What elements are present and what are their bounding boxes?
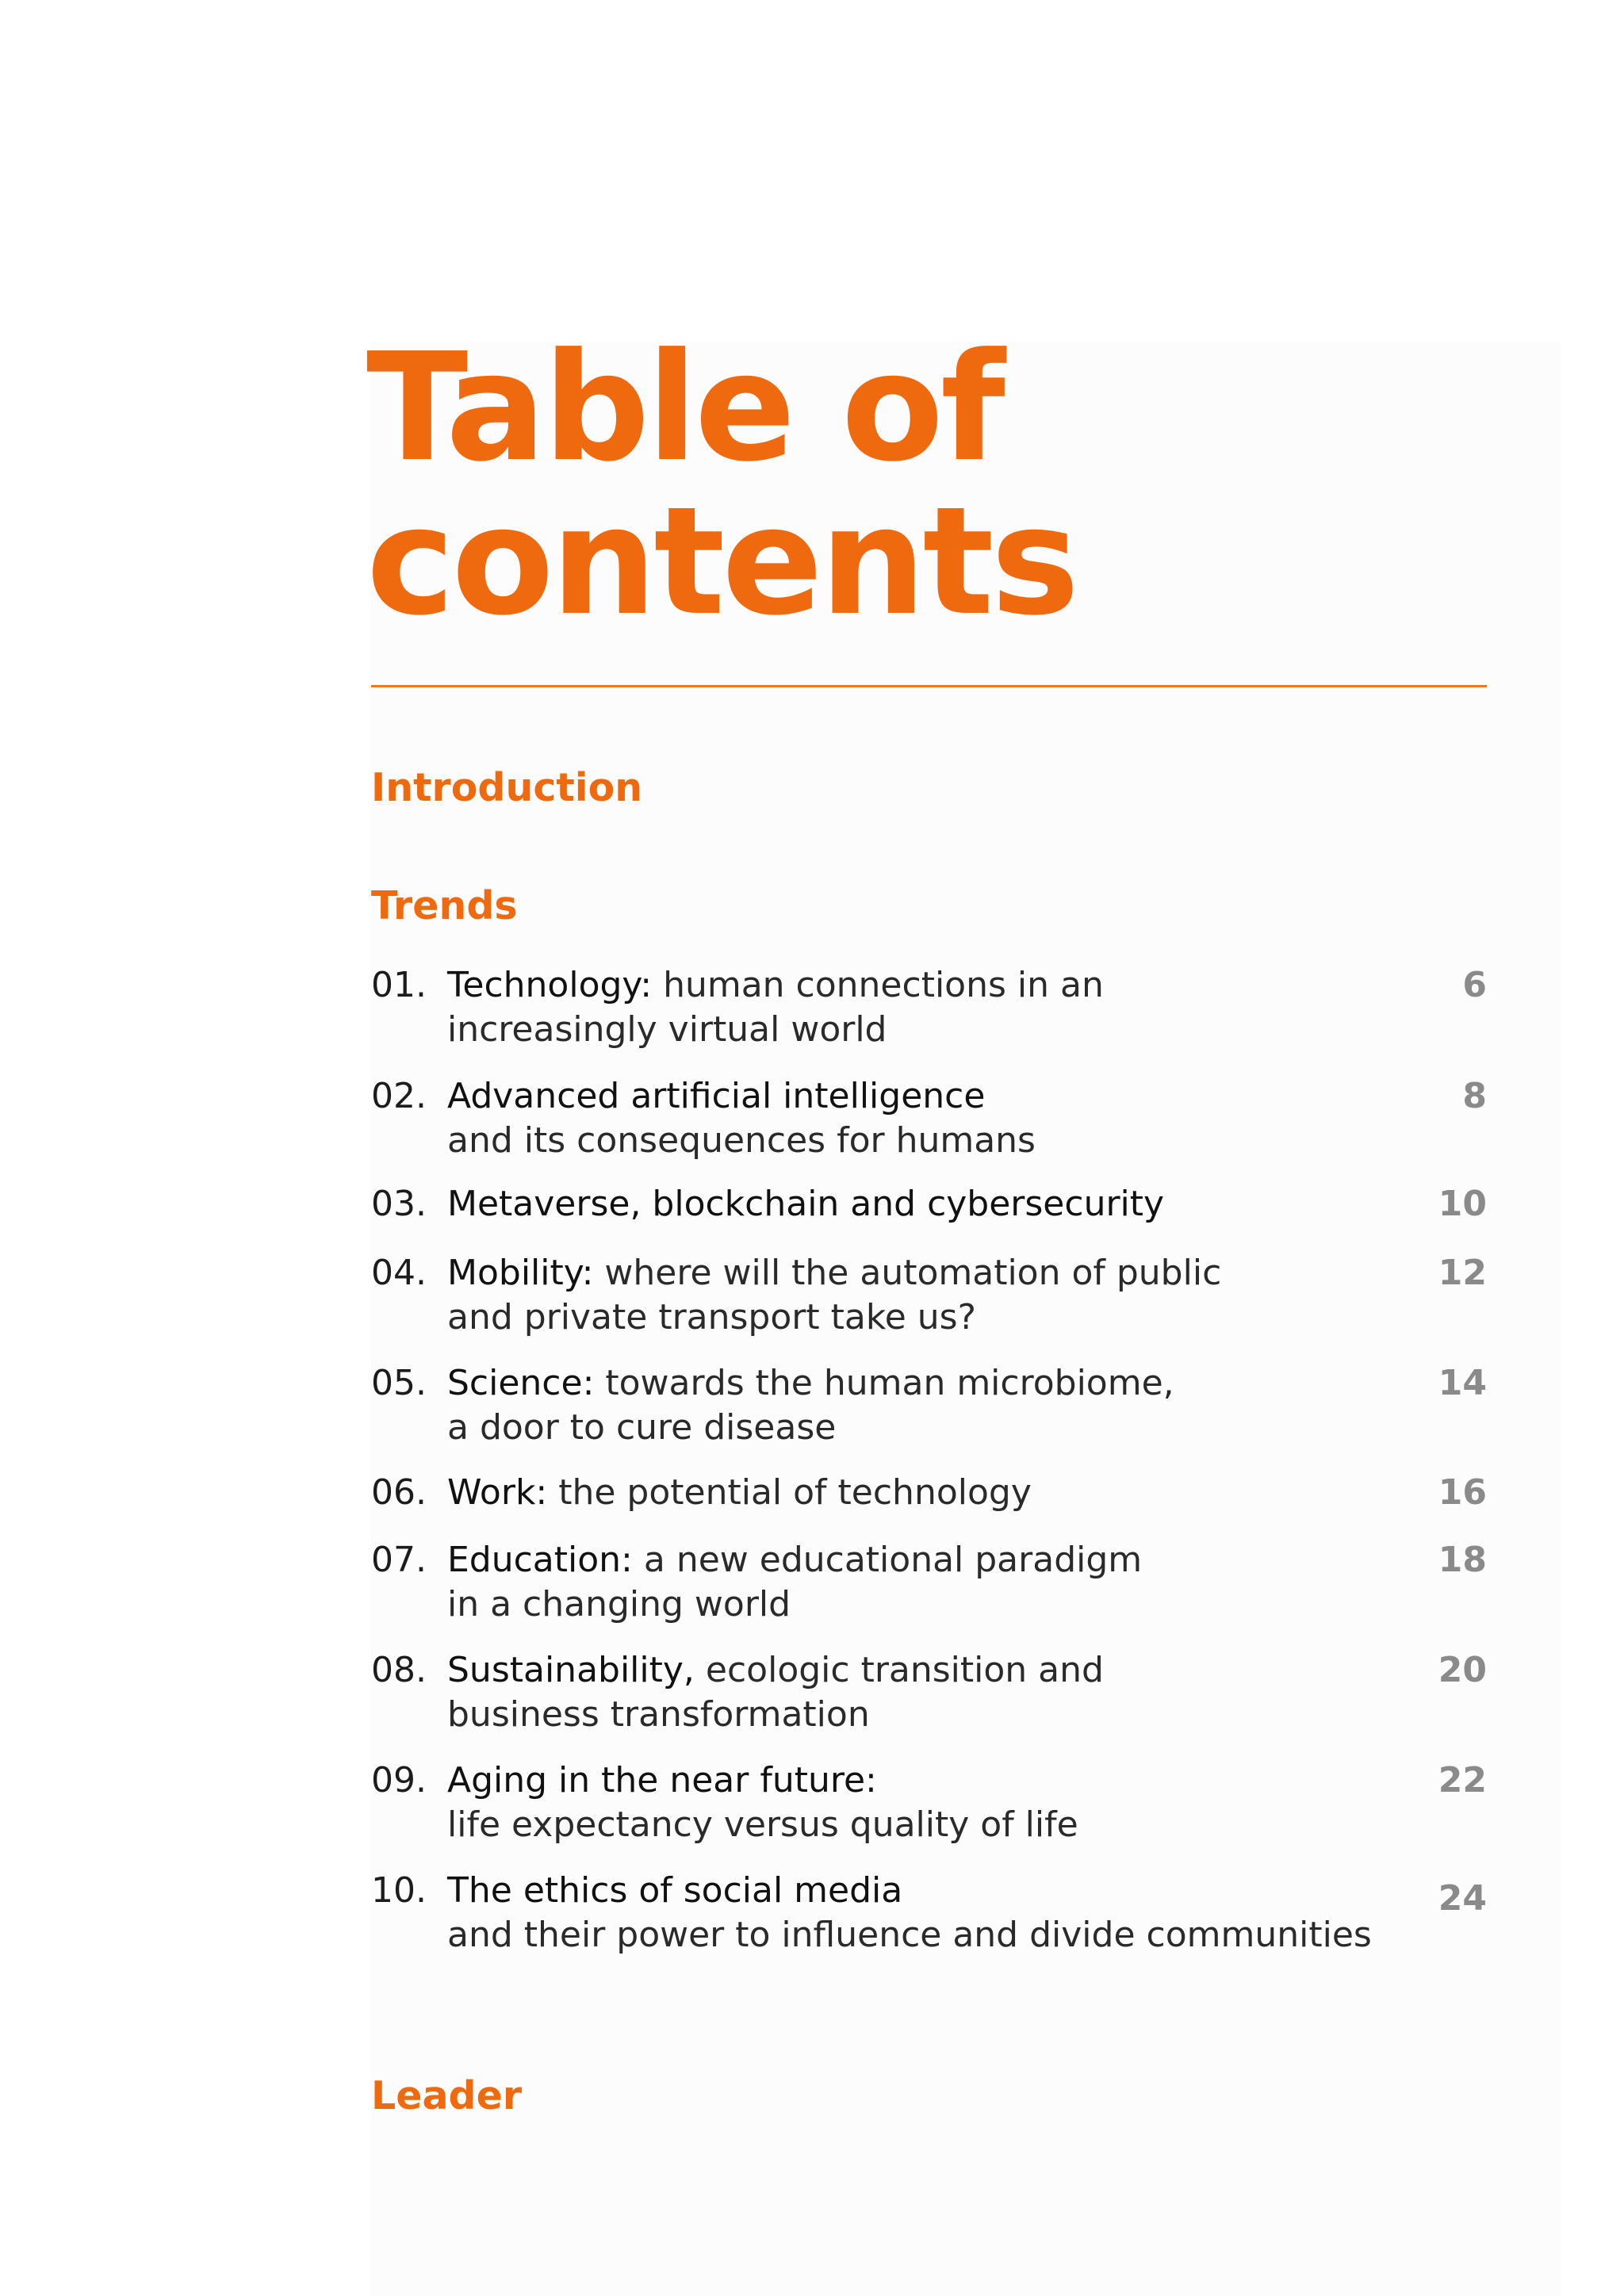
- toc-number: 03.: [371, 1184, 427, 1224]
- toc-entry-topic: Advanced artificial intelligence: [447, 1076, 986, 1116]
- toc-entry-topic: Mobility:: [447, 1253, 594, 1293]
- toc-number: 06.: [371, 1472, 427, 1513]
- toc-entry-text: [447, 1182, 1383, 1226]
- toc-number: 01.: [371, 965, 427, 1005]
- toc-entry-description: human connections in an: [652, 965, 1104, 1005]
- toc-page-number: 22: [1438, 1760, 1487, 1800]
- toc-page-number: 14: [1438, 1363, 1487, 1403]
- toc-entry-line-2: and its consequences for humans: [447, 1120, 1036, 1161]
- toc-entry-description: ecologic transition and: [694, 1650, 1104, 1690]
- toc-entry-text: [447, 1361, 1383, 1450]
- toc-page-number: 18: [1438, 1540, 1487, 1580]
- toc-entry-topic: Sustainability,: [447, 1650, 695, 1690]
- page-title: [366, 321, 1077, 649]
- toc-number: 07.: [371, 1540, 427, 1580]
- toc-entry-line-2: in a changing world: [447, 1584, 791, 1624]
- toc-entry-description: towards the human microbiome,: [594, 1363, 1174, 1403]
- toc-page-number: 20: [1438, 1650, 1487, 1690]
- toc-entry-description: where will the automation of public: [593, 1253, 1222, 1293]
- toc-entry-text: [447, 1648, 1383, 1737]
- section-introduction[interactable]: Introduction: [371, 765, 643, 810]
- toc-number: 05.: [371, 1363, 427, 1403]
- title-divider: [371, 685, 1487, 687]
- toc-page-number: 24: [1438, 1878, 1487, 1919]
- toc-entry-line-2: increasingly virtual world: [447, 1009, 887, 1050]
- toc-entry-text: [447, 1869, 1383, 1957]
- toc-entry-text: [447, 1251, 1383, 1340]
- toc-page-number: 10: [1438, 1184, 1487, 1224]
- toc-entry-topic: Metaverse, blockchain and cybersecurity: [447, 1184, 1165, 1224]
- toc-entry-topic: The ethics of social media: [447, 1870, 903, 1911]
- toc-page-number: 12: [1438, 1253, 1487, 1293]
- toc-entry-line-2: and their power to influence and divide communities: [447, 1915, 1372, 1955]
- toc-number: 09.: [371, 1760, 427, 1800]
- toc-page-number: 6: [1462, 965, 1487, 1005]
- toc-number: 02.: [371, 1076, 427, 1116]
- toc-entry-text: [447, 1538, 1383, 1627]
- toc-entry-line-1: [447, 1869, 1383, 1913]
- toc-entry-line-1: [447, 963, 1383, 1008]
- toc-entry-line-2: and private transport take us?: [447, 1297, 976, 1337]
- toc-entry-topic: Science:: [447, 1363, 595, 1403]
- toc-number: 08.: [371, 1650, 427, 1690]
- toc-entry-line-2: business transformation: [447, 1694, 870, 1735]
- toc-entry-line-1: [447, 1471, 1383, 1515]
- page-title-line-2: contents: [366, 475, 1077, 649]
- toc-entry-topic: Work:: [447, 1472, 548, 1513]
- section-leader[interactable]: Leader: [371, 2073, 522, 2118]
- toc-entry-line-1: [447, 1074, 1383, 1119]
- toc-page-number: 16: [1438, 1472, 1487, 1513]
- toc-entry-line-1: [447, 1251, 1383, 1295]
- section-trends[interactable]: Trends: [371, 883, 518, 928]
- toc-entry-line-1: [447, 1648, 1383, 1693]
- toc-entry-text: [447, 963, 1383, 1052]
- toc-entry-line-1: [447, 1758, 1383, 1803]
- toc-entry-topic: Education:: [447, 1540, 633, 1580]
- toc-entry-line-1: [447, 1182, 1383, 1226]
- toc-entry-description: the potential of technology: [547, 1472, 1032, 1513]
- toc-entry-text: [447, 1074, 1383, 1163]
- toc-entry-topic: Technology:: [447, 965, 653, 1005]
- toc-entry-topic: Aging in the near future:: [447, 1760, 877, 1800]
- toc-page-number: 8: [1462, 1076, 1487, 1116]
- toc-entry-line-2: life expectancy versus quality of life: [447, 1804, 1078, 1845]
- toc-entry-line-1: [447, 1361, 1383, 1406]
- toc-entry-text: [447, 1758, 1383, 1847]
- toc-entry-text: [447, 1471, 1383, 1515]
- toc-number: 04.: [371, 1253, 427, 1293]
- page-title-line-1: Table of: [366, 321, 1002, 495]
- toc-number: 10.: [371, 1870, 427, 1911]
- toc-entry-line-1: [447, 1538, 1383, 1582]
- toc-entry-description: a new educational paradigm: [632, 1540, 1143, 1580]
- toc-entry-line-2: a door to cure disease: [447, 1407, 837, 1448]
